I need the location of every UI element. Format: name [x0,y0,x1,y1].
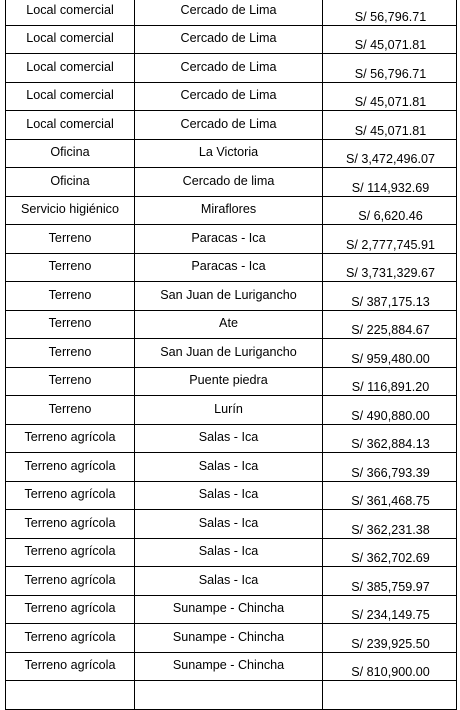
price-cell: S/ 959,480.00 [323,339,457,368]
location-cell: Salas - Ica [135,538,323,567]
property-type-cell: Terreno agrícola [6,624,135,653]
price-cell: S/ 362,231.38 [323,510,457,539]
table-row [6,396,457,425]
table-row [6,310,457,339]
property-type-cell: Local comercial [6,0,135,25]
table-row [6,681,457,710]
price-cell: S/ 116,891.20 [323,367,457,396]
price-cell: S/ 114,932.69 [323,168,457,197]
table-row [6,54,457,83]
price-cell: S/ 45,071.81 [323,82,457,111]
location-cell: Miraflores [135,196,323,225]
location-cell: Ate [135,310,323,339]
location-cell: Cercado de Lima [135,111,323,140]
location-cell: Sunampe - Chincha [135,624,323,653]
location-cell: Cercado de Lima [135,82,323,111]
table-row [6,82,457,111]
table-row [6,510,457,539]
property-type-cell: Terreno agrícola [6,481,135,510]
table-row [6,367,457,396]
property-type-cell: Terreno agrícola [6,424,135,453]
property-type-cell: Terreno [6,282,135,311]
property-type-cell: Terreno [6,339,135,368]
property-type-cell: Terreno [6,367,135,396]
price-cell: S/ 385,759.97 [323,567,457,596]
location-cell: Salas - Ica [135,424,323,453]
table-row [6,339,457,368]
property-type-cell: Terreno [6,253,135,282]
property-table-container [5,0,456,710]
price-cell: S/ 225,884.67 [323,310,457,339]
price-cell: S/ 366,793.39 [323,453,457,482]
property-type-cell: Terreno agrícola [6,652,135,681]
location-cell: Salas - Ica [135,567,323,596]
table-row [6,624,457,653]
property-type-cell: Oficina [6,139,135,168]
price-cell: S/ 6,620.46 [323,196,457,225]
location-cell: Cercado de Lima [135,54,323,83]
table-row [6,253,457,282]
table-row [6,0,457,25]
property-type-cell: Terreno agrícola [6,453,135,482]
table-row [6,111,457,140]
price-cell: S/ 45,071.81 [323,111,457,140]
price-cell: S/ 362,884.13 [323,424,457,453]
price-cell: S/ 387,175.13 [323,282,457,311]
location-cell: Sunampe - Chincha [135,595,323,624]
location-cell: Puente piedra [135,367,323,396]
price-cell: S/ 45,071.81 [323,25,457,54]
price-cell: S/ 234,149.75 [323,595,457,624]
property-type-cell: Terreno agrícola [6,595,135,624]
location-cell [135,681,323,710]
price-cell: S/ 490,880.00 [323,396,457,425]
location-cell: Cercado de Lima [135,0,323,25]
price-cell: S/ 810,900.00 [323,652,457,681]
price-cell: S/ 239,925.50 [323,624,457,653]
property-type-cell: Local comercial [6,54,135,83]
table-row [6,453,457,482]
location-cell: Cercado de Lima [135,25,323,54]
location-cell: Salas - Ica [135,510,323,539]
property-type-cell: Local comercial [6,25,135,54]
table-row [6,168,457,197]
location-cell: Salas - Ica [135,453,323,482]
price-cell: S/ 56,796.71 [323,0,457,25]
property-type-cell: Terreno agrícola [6,510,135,539]
location-cell: San Juan de Lurigancho [135,339,323,368]
location-cell: Cercado de lima [135,168,323,197]
table-row [6,196,457,225]
location-cell: La Victoria [135,139,323,168]
price-cell: S/ 2,777,745.91 [323,225,457,254]
table-row [6,225,457,254]
table-row [6,538,457,567]
table-row [6,25,457,54]
property-type-cell: Terreno agrícola [6,538,135,567]
location-cell: Paracas - Ica [135,225,323,254]
price-cell: S/ 361,468.75 [323,481,457,510]
location-cell: Salas - Ica [135,481,323,510]
property-type-cell: Terreno [6,225,135,254]
table-row [6,595,457,624]
location-cell: San Juan de Lurigancho [135,282,323,311]
table-row [6,139,457,168]
price-cell: S/ 362,702.69 [323,538,457,567]
property-type-cell: Local comercial [6,111,135,140]
table-row [6,481,457,510]
price-cell: S/ 3,472,496.07 [323,139,457,168]
location-cell: Paracas - Ica [135,253,323,282]
property-type-cell: Terreno agrícola [6,567,135,596]
property-type-cell: Oficina [6,168,135,197]
property-type-cell: Terreno [6,396,135,425]
table-row [6,424,457,453]
location-cell: Sunampe - Chincha [135,652,323,681]
price-cell [323,681,457,710]
property-table [5,0,457,710]
table-row [6,282,457,311]
table-row [6,567,457,596]
property-type-cell: Servicio higiénico [6,196,135,225]
property-type-cell: Local comercial [6,82,135,111]
table-row [6,652,457,681]
location-cell: Lurín [135,396,323,425]
property-type-cell: Terreno [6,310,135,339]
price-cell: S/ 56,796.71 [323,54,457,83]
price-cell: S/ 3,731,329.67 [323,253,457,282]
property-table-body [6,0,457,709]
property-type-cell [6,681,135,710]
